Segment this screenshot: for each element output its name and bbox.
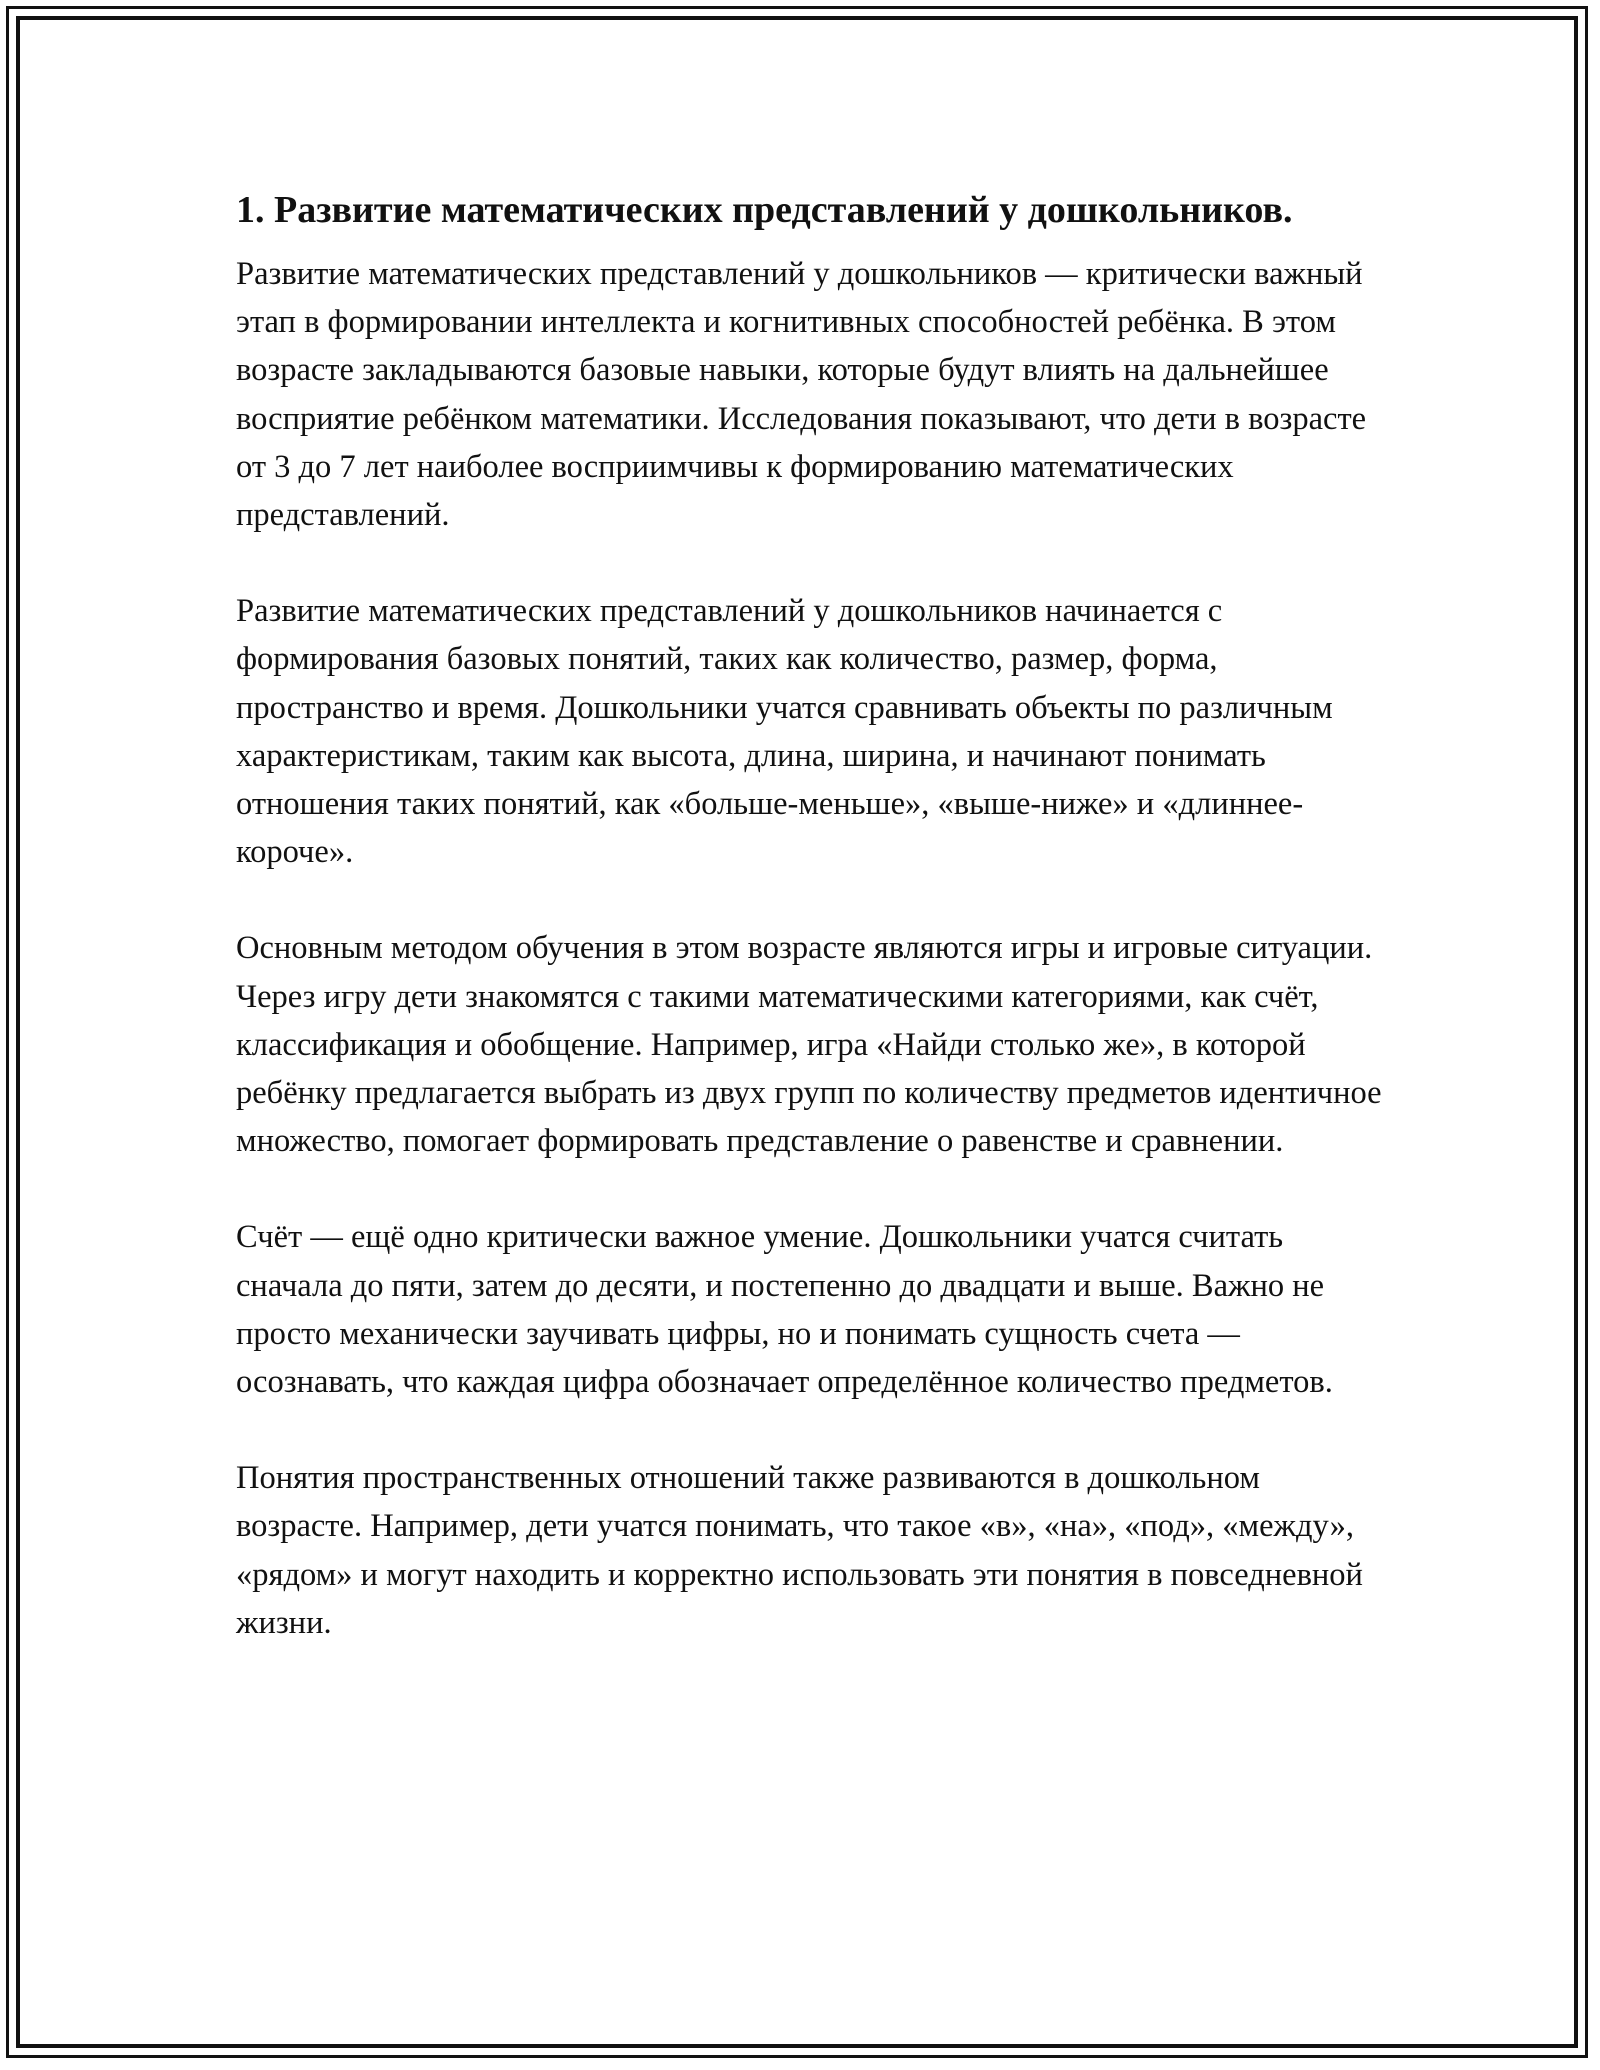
paragraph-counting: Счёт — ещё одно критически важное умение. Дошкольники учатся считать сначала до пяти, затем до десяти, и постепенно до двадцати и выше. Важно не просто механически заучивать цифры, но и понимать сущность счета — осознавать, что каждая цифра обозначает определённое количество предметов.	[236, 1219, 1333, 1401]
paragraph-games: Основным методом обучения в этом возрасте являются игры и игровые ситуации. Через игру дети знакомятся с такими математическими категориями, как счёт, классификация и обобщение. Например, игра «Найди столько же», в которой ребёнку предлагается выбрать из двух групп по количеству предметов идентичное множество, помогает формировать представление о равенстве и сравнении.	[236, 930, 1382, 1160]
paragraph-intro: Развитие математических представлений у дошкольников — критически важный этап в формировании интеллекта и когнитивных способностей ребёнка. В этом возрасте закладываются базовые навыки, которые будут влиять на дальнейшее восприятие ребёнком математики. Исследования показывают, что дети в возрасте от 3 до 7 лет наиболее восприимчивы к формированию математических представлений.	[236, 256, 1367, 534]
paragraph-basic-concepts: Развитие математических представлений у дошкольников начинается с формирования базовых понятий, таких как количество, размер, форма, пространство и время. Дошкольники учатся сравнивать объекты по различным характеристикам, таким как высота, длина, ширина, и начинают понимать отношения таких понятий, как «больше-меньше», «выше-ниже» и «длиннее-короче».	[236, 593, 1333, 871]
section-heading: 1. Развитие математических представлений у дошкольников.	[236, 189, 1293, 231]
document-body	[236, 186, 1386, 1695]
paragraph-spatial-relations: Понятия пространственных отношений также развиваются в дошкольном возрасте. Например, дети учатся понимать, что такое «в», «на», «под», «между», «рядом» и могут находить и корректно использовать эти понятия в повседневной жизни.	[236, 1460, 1363, 1641]
